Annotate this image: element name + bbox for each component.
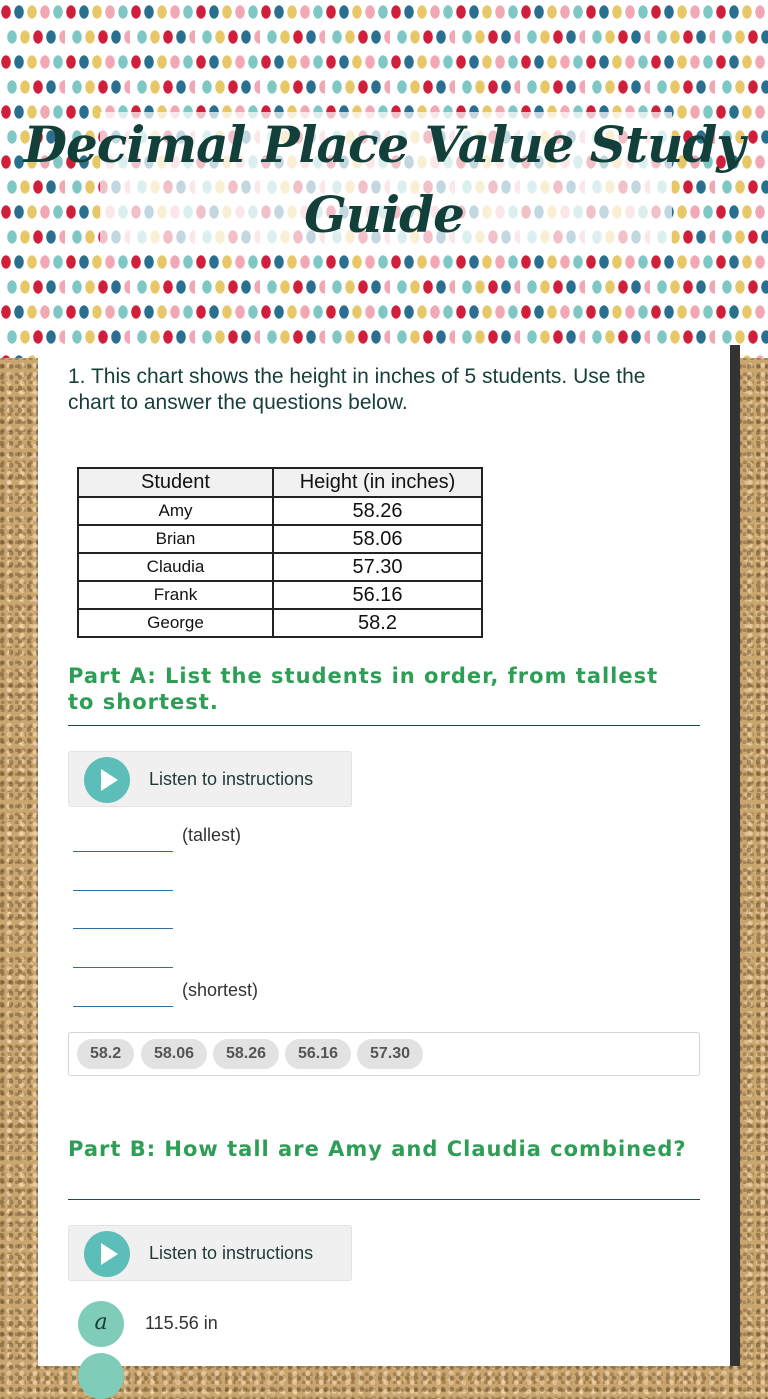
table-row bbox=[78, 497, 482, 525]
student-height-cell: 56.16 bbox=[273, 581, 482, 609]
polka-dot-header bbox=[0, 0, 768, 358]
table-row bbox=[78, 525, 482, 553]
word-chip[interactable]: 58.26 bbox=[213, 1039, 279, 1069]
word-bank bbox=[68, 1032, 700, 1076]
card-shadow bbox=[730, 345, 740, 1366]
table-header-height: Height (in inches) bbox=[273, 468, 482, 497]
listen-label: Listen to instructions bbox=[149, 769, 314, 789]
answer-blank-3[interactable] bbox=[73, 908, 173, 929]
student-height-cell: 57.30 bbox=[273, 553, 482, 581]
student-name-cell: Brian bbox=[78, 525, 273, 553]
part-a-heading: Part A: List the students in order, from tallest to shortest. bbox=[68, 664, 659, 714]
option-a-bubble[interactable]: a bbox=[78, 1301, 124, 1347]
word-chip[interactable]: 56.16 bbox=[285, 1039, 351, 1069]
option-a-text[interactable]: 115.56 in bbox=[145, 1313, 218, 1333]
question-1-text: 1. This chart shows the height in inches of 5 students. Use the chart to answer the questions below. bbox=[68, 365, 646, 414]
word-chip[interactable]: 58.2 bbox=[77, 1039, 134, 1069]
table-row bbox=[78, 609, 482, 637]
answer-blank-1[interactable] bbox=[73, 831, 173, 852]
play-icon[interactable] bbox=[84, 757, 130, 803]
listen-instructions-button[interactable] bbox=[68, 1225, 352, 1281]
student-height-table bbox=[77, 467, 483, 638]
student-height-cell: 58.2 bbox=[273, 609, 482, 637]
answer-blank-5[interactable] bbox=[73, 986, 173, 1007]
answer-blank-4[interactable] bbox=[73, 947, 173, 968]
student-height-cell: 58.06 bbox=[273, 525, 482, 553]
word-chip[interactable]: 57.30 bbox=[357, 1039, 423, 1069]
answer-blank-2[interactable] bbox=[73, 870, 173, 891]
student-name-cell: Claudia bbox=[78, 553, 273, 581]
part-b-divider bbox=[68, 1199, 700, 1200]
student-name-cell: George bbox=[78, 609, 273, 637]
listen-label: Listen to instructions bbox=[149, 1243, 314, 1263]
page-title: Decimal Place Value Study Guide bbox=[23, 115, 745, 244]
student-height-cell: 58.26 bbox=[273, 497, 482, 525]
blank-hint-tallest: (tallest) bbox=[182, 825, 242, 845]
table-row bbox=[78, 553, 482, 581]
play-icon[interactable] bbox=[84, 1231, 130, 1277]
part-b-heading: Part B: How tall are Amy and Claudia combined? bbox=[68, 1137, 687, 1161]
blank-hint-shortest: (shortest) bbox=[182, 980, 259, 1000]
student-name-cell: Frank bbox=[78, 581, 273, 609]
table-header-student: Student bbox=[78, 468, 273, 497]
option-b-bubble[interactable] bbox=[78, 1353, 124, 1399]
part-a-divider bbox=[68, 725, 700, 726]
table-row bbox=[78, 581, 482, 609]
word-chip[interactable]: 58.06 bbox=[141, 1039, 207, 1069]
table-header-row bbox=[78, 468, 482, 497]
listen-instructions-button[interactable] bbox=[68, 751, 352, 807]
student-name-cell: Amy bbox=[78, 497, 273, 525]
